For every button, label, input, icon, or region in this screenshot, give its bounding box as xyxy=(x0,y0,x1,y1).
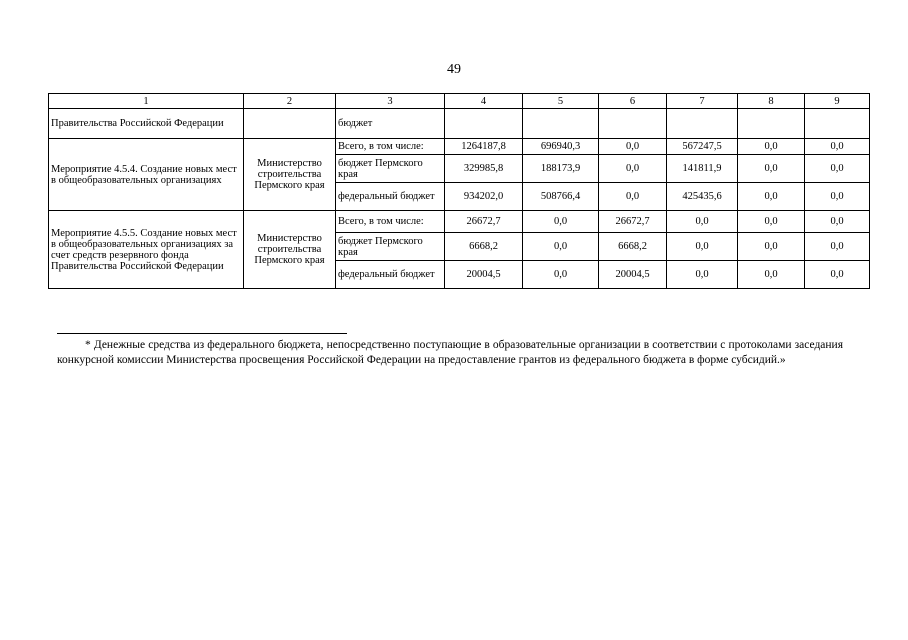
value-cell: 6668,2 xyxy=(445,233,523,261)
column-header: 2 xyxy=(244,94,336,109)
table-row-continuation xyxy=(49,109,870,139)
table-row xyxy=(49,211,870,233)
value-cell: 0,0 xyxy=(667,261,738,289)
value-cell: 567247,5 xyxy=(667,139,738,155)
org-cell: Министерство строительства Пермского края xyxy=(244,211,336,289)
value-cell: 329985,8 xyxy=(445,155,523,183)
column-header: 5 xyxy=(523,94,599,109)
value-cell: 0,0 xyxy=(523,211,599,233)
measure-name-cell: Правительства Российской Федерации xyxy=(49,109,244,139)
value-cell: 0,0 xyxy=(805,211,870,233)
value-cell: 26672,7 xyxy=(599,211,667,233)
footnote xyxy=(57,338,843,368)
funding-source-cell: федеральный бюджет xyxy=(336,261,445,289)
column-header: 7 xyxy=(667,94,738,109)
value-cell: 6668,2 xyxy=(599,233,667,261)
value-cell: 0,0 xyxy=(738,261,805,289)
value-cell: 696940,3 xyxy=(523,139,599,155)
value-cell xyxy=(667,109,738,139)
value-cell: 20004,5 xyxy=(445,261,523,289)
page-number: 49 xyxy=(447,62,461,77)
budget-table xyxy=(48,93,870,289)
value-cell xyxy=(805,109,870,139)
funding-source-cell: бюджет Пермского края xyxy=(336,155,445,183)
column-header: 4 xyxy=(445,94,523,109)
value-cell: 0,0 xyxy=(738,233,805,261)
value-cell: 0,0 xyxy=(599,183,667,211)
column-header: 9 xyxy=(805,94,870,109)
value-cell: 0,0 xyxy=(523,261,599,289)
footnote-divider xyxy=(57,333,347,334)
funding-source-cell: Всего, в том числе: xyxy=(336,211,445,233)
value-cell: 20004,5 xyxy=(599,261,667,289)
value-cell: 0,0 xyxy=(667,233,738,261)
value-cell: 0,0 xyxy=(805,183,870,211)
column-header: 6 xyxy=(599,94,667,109)
value-cell xyxy=(445,109,523,139)
value-cell: 0,0 xyxy=(667,211,738,233)
value-cell: 508766,4 xyxy=(523,183,599,211)
funding-source-cell: бюджет Пермского края xyxy=(336,233,445,261)
value-cell: 934202,0 xyxy=(445,183,523,211)
value-cell: 141811,9 xyxy=(667,155,738,183)
table-row xyxy=(49,139,870,155)
org-cell: Министерство строительства Пермского края xyxy=(244,139,336,211)
value-cell: 0,0 xyxy=(738,183,805,211)
value-cell: 0,0 xyxy=(599,155,667,183)
org-cell xyxy=(244,109,336,139)
value-cell: 0,0 xyxy=(805,233,870,261)
column-header: 3 xyxy=(336,94,445,109)
value-cell: 26672,7 xyxy=(445,211,523,233)
value-cell: 188173,9 xyxy=(523,155,599,183)
value-cell: 0,0 xyxy=(805,261,870,289)
value-cell: 0,0 xyxy=(738,211,805,233)
value-cell: 1264187,8 xyxy=(445,139,523,155)
funding-source-cell: Всего, в том числе: xyxy=(336,139,445,155)
value-cell: 0,0 xyxy=(738,155,805,183)
value-cell: 425435,6 xyxy=(667,183,738,211)
footnote-text: * Денежные средства из федерального бюджета, непосредственно поступающие в образовательные организации в соответствии с протоколами заседания конкурсной комиссии Министерства просвещения Российской Федерации на предоставление грантов из федерального бюджета в форме субсидий.» xyxy=(57,339,843,366)
table-header-row xyxy=(49,94,870,109)
measure-name-cell: Мероприятие 4.5.5. Создание новых мест в общеобразовательных организациях за счет средств резервного фонда Правительства Российской Федерации xyxy=(49,211,244,289)
value-cell: 0,0 xyxy=(599,139,667,155)
value-cell: 0,0 xyxy=(805,139,870,155)
funding-source-cell: федеральный бюджет xyxy=(336,183,445,211)
value-cell: 0,0 xyxy=(805,155,870,183)
value-cell: 0,0 xyxy=(738,139,805,155)
value-cell xyxy=(523,109,599,139)
column-header: 1 xyxy=(49,94,244,109)
column-header: 8 xyxy=(738,94,805,109)
measure-name-cell: Мероприятие 4.5.4. Создание новых мест в общеобразовательных организациях xyxy=(49,139,244,211)
value-cell xyxy=(738,109,805,139)
value-cell: 0,0 xyxy=(523,233,599,261)
value-cell xyxy=(599,109,667,139)
funding-source-cell: бюджет xyxy=(336,109,445,139)
